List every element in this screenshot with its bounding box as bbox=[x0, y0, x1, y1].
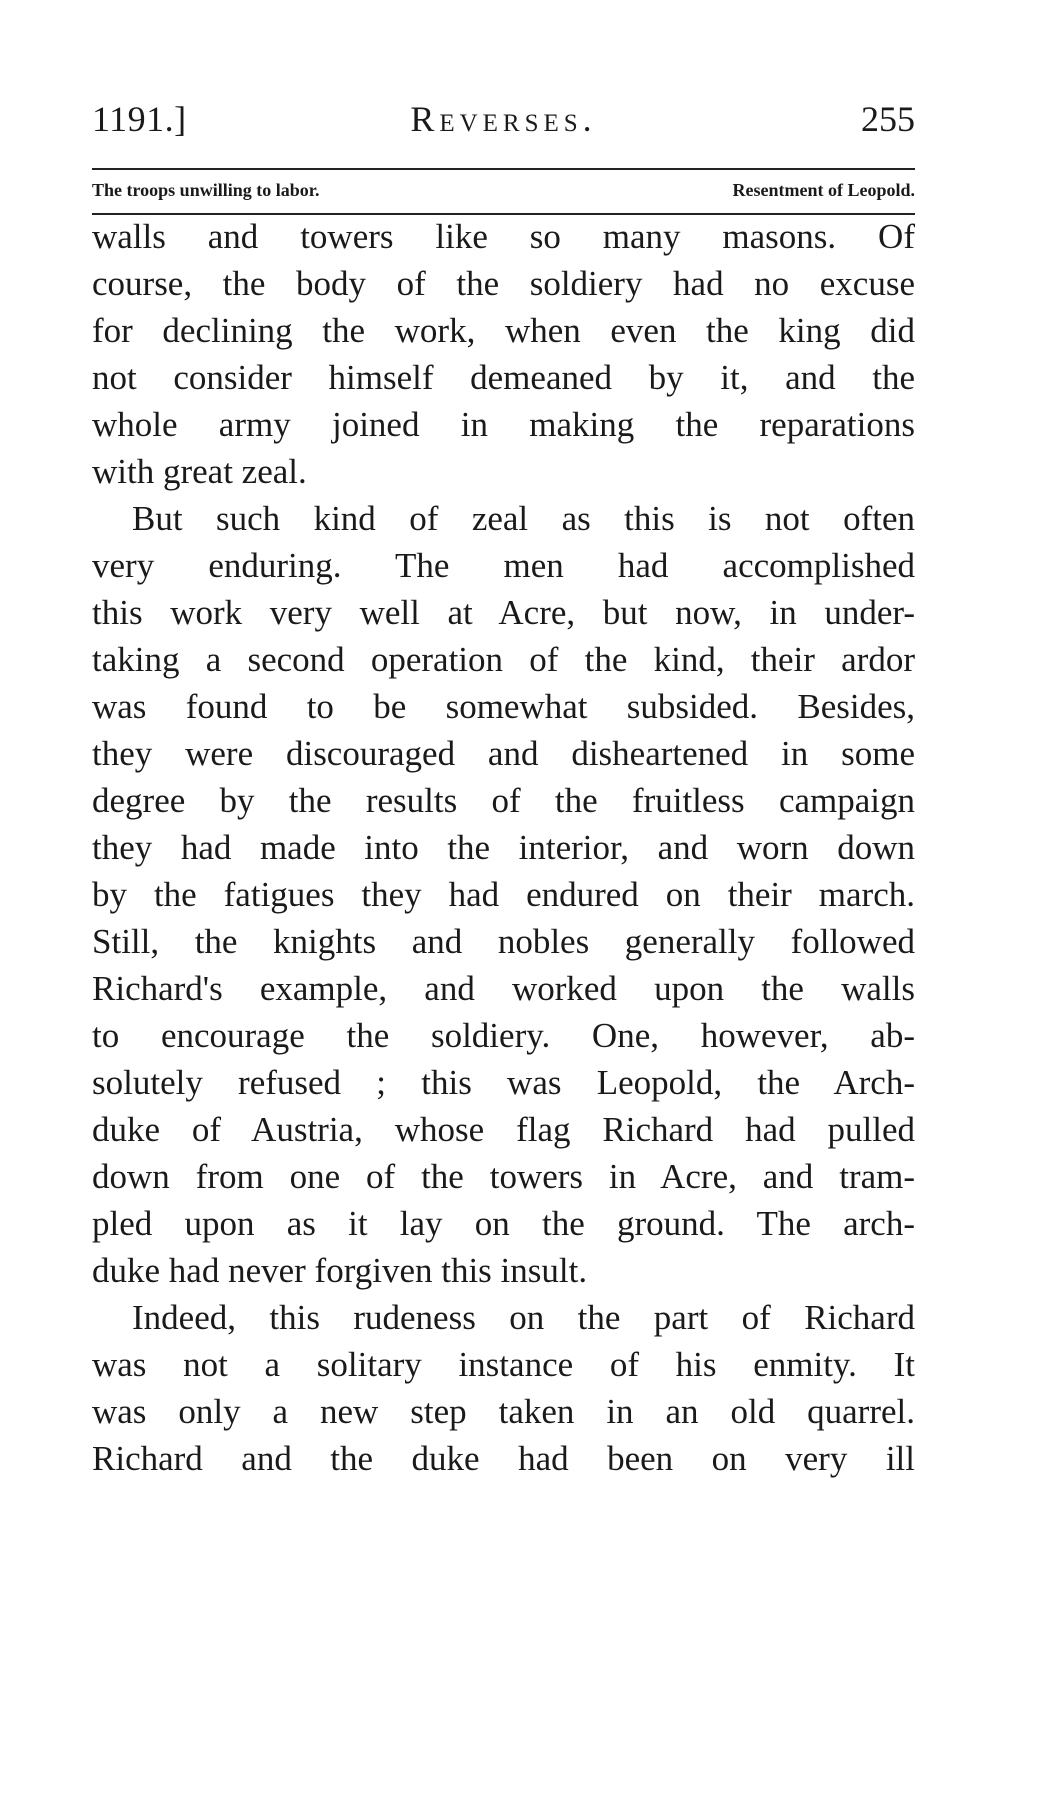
text-line: course, the body of the soldiery had no excuse bbox=[92, 264, 915, 303]
text-line: Richard's example, and worked upon the walls bbox=[92, 969, 915, 1008]
text-line: by the fatigues they had endured on their march. bbox=[92, 875, 915, 914]
marginal-subheader bbox=[92, 174, 915, 208]
header-rule-top bbox=[92, 168, 915, 170]
text-line: Richard and the duke had been on very ill bbox=[92, 1439, 915, 1478]
page-number: 255 bbox=[861, 99, 915, 139]
text-line: was only a new step taken in an old quarrel. bbox=[92, 1392, 915, 1431]
book-page bbox=[92, 0, 915, 1793]
text-line: down from one of the towers in Acre, and tram- bbox=[92, 1157, 915, 1196]
text-line: very enduring. The men had accomplished bbox=[92, 546, 915, 585]
text-line: degree by the results of the fruitless campaign bbox=[92, 781, 915, 820]
subheader-left: The troops unwilling to labor. bbox=[92, 180, 320, 200]
text-line: this work very well at Acre, but now, in under- bbox=[92, 593, 915, 632]
text-line: taking a second operation of the kind, their ardor bbox=[92, 640, 915, 679]
text-line: duke of Austria, whose flag Richard had pulled bbox=[92, 1110, 915, 1149]
text-line: pled upon as it lay on the ground. The arch- bbox=[92, 1204, 915, 1243]
text-line: they were discouraged and disheartened in some bbox=[92, 734, 915, 773]
text-line: was not a solitary instance of his enmity. It bbox=[92, 1345, 915, 1384]
text-line: Still, the knights and nobles generally followed bbox=[92, 922, 915, 961]
text-line: whole army joined in making the reparations bbox=[92, 405, 915, 444]
subheader-right: Resentment of Leopold. bbox=[732, 180, 915, 200]
text-line: walls and towers like so many masons. Of bbox=[92, 217, 915, 256]
text-line: they had made into the interior, and worn down bbox=[92, 828, 915, 867]
text-line: not consider himself demeaned by it, and the bbox=[92, 358, 915, 397]
text-line: to encourage the soldiery. One, however, ab- bbox=[92, 1016, 915, 1055]
text-line: duke had never forgiven this insult. bbox=[92, 1251, 588, 1290]
text-line: for declining the work, when even the king did bbox=[92, 311, 915, 350]
text-line: was found to be somewhat subsided. Besides, bbox=[92, 687, 915, 726]
text-line: solutely refused ; this was Leopold, the Arch- bbox=[92, 1063, 915, 1102]
body-text bbox=[92, 213, 915, 1482]
header-year: 1191.] bbox=[92, 99, 187, 139]
chapter-title: Reverses. bbox=[410, 99, 597, 139]
running-header bbox=[92, 98, 915, 148]
text-line: Indeed, this rudeness on the part of Richard bbox=[132, 1298, 915, 1337]
text-line: with great zeal. bbox=[92, 452, 307, 491]
text-line: But such kind of zeal as this is not often bbox=[132, 499, 915, 538]
